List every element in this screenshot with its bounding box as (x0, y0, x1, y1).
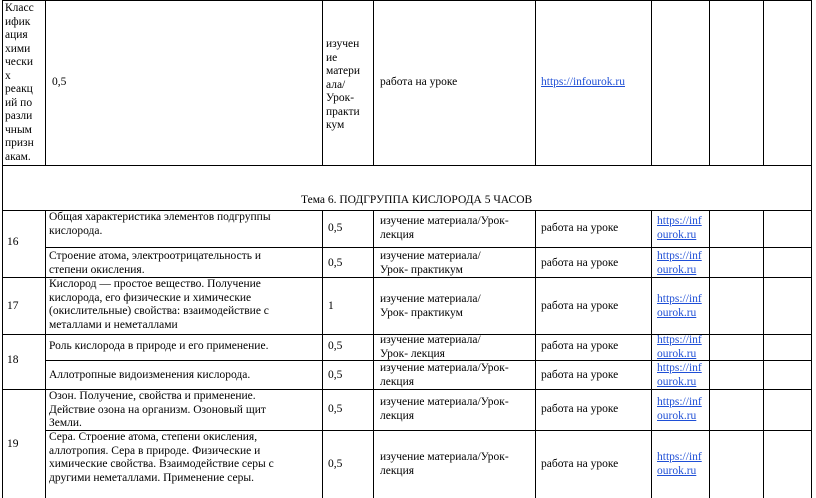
row-control: работа на уроке (541, 369, 619, 381)
row-link[interactable]: https://inf ourok.ru (657, 396, 702, 422)
top-row-control: работа на уроке (380, 76, 458, 88)
row-number: 18 (7, 354, 19, 366)
row-topic: Озон. Получение, свойства и применение. Действие озона на организм. Озоновый щит Земли. (49, 390, 266, 429)
row-topic: Кислород — простое вещество. Получение кислорода, его физические и химические (окислительные) свойства: взаимодействие с металлами и неметаллами (49, 278, 269, 331)
row-number: 17 (7, 300, 19, 312)
row-lesson-type: изучение материала/Урок- лекция (380, 215, 509, 241)
row-topic: Строение атома, электроотрицательность и степени окисления. (49, 250, 261, 276)
row-link[interactable]: https://inf ourok.ru (657, 293, 702, 319)
row-link[interactable]: https://inf ourok.ru (657, 215, 702, 241)
row-topic: Роль кислорода в природе и его применение. (49, 340, 269, 352)
row-link[interactable]: https://inf ourok.ru (657, 451, 702, 477)
row-link[interactable]: https://inf ourok.ru (657, 362, 702, 388)
row-hours: 0,5 (328, 458, 343, 470)
top-row-lesson-type: изучен ие матери ала/ Урок- практи кум (326, 38, 361, 131)
row-link[interactable]: https://inf ourok.ru (657, 250, 702, 276)
row-control: работа на уроке (541, 257, 619, 269)
row-hours: 0,5 (328, 222, 343, 234)
row-lesson-type: изучение материала/ Урок- лекция (380, 334, 481, 360)
row-link[interactable]: https://inf ourok.ru (657, 334, 702, 360)
row-hours: 0,5 (328, 340, 343, 352)
row-lesson-type: изучение материала/Урок- лекция (380, 451, 509, 477)
row-topic: Сера. Строение атома, степени окисления, аллотропия. Сера в природе. Физические и химические свойства. Взаимодействие серы с другими неметаллами. Применение серы. (49, 431, 274, 484)
row-number: 16 (7, 236, 19, 248)
top-row-hours: 0,5 (52, 76, 67, 88)
top-row-link[interactable]: https://infourok.ru (541, 76, 626, 88)
row-hours: 0,5 (328, 369, 343, 381)
row-control: работа на уроке (541, 403, 619, 415)
row-hours: 0,5 (328, 403, 343, 415)
row-hours: 0,5 (328, 257, 343, 269)
row-control: работа на уроке (541, 340, 619, 352)
section-title: Тема 6. ПОДГРУППА КИСЛОРОДА 5 ЧАСОВ (301, 194, 533, 206)
row-control: работа на уроке (541, 300, 619, 312)
row-topic: Аллотропные видоизменения кислорода. (49, 369, 251, 381)
top-row-topic: Класс ифик ация хими чески х реакц ий по разли чным призн акам. (5, 2, 34, 163)
row-lesson-type: изучение материала/Урок- лекция (380, 362, 509, 388)
row-number: 19 (7, 438, 19, 450)
row-lesson-type: изучение материала/ Урок- практикум (380, 250, 481, 276)
row-control: работа на уроке (541, 222, 619, 234)
row-control: работа на уроке (541, 458, 619, 470)
row-lesson-type: изучение материала/ Урок- практикум (380, 293, 481, 319)
row-lesson-type: изучение материала/Урок- лекция (380, 396, 509, 422)
row-topic: Общая характеристика элементов подгруппы кислорода. (49, 211, 271, 237)
row-hours: 1 (328, 300, 334, 312)
